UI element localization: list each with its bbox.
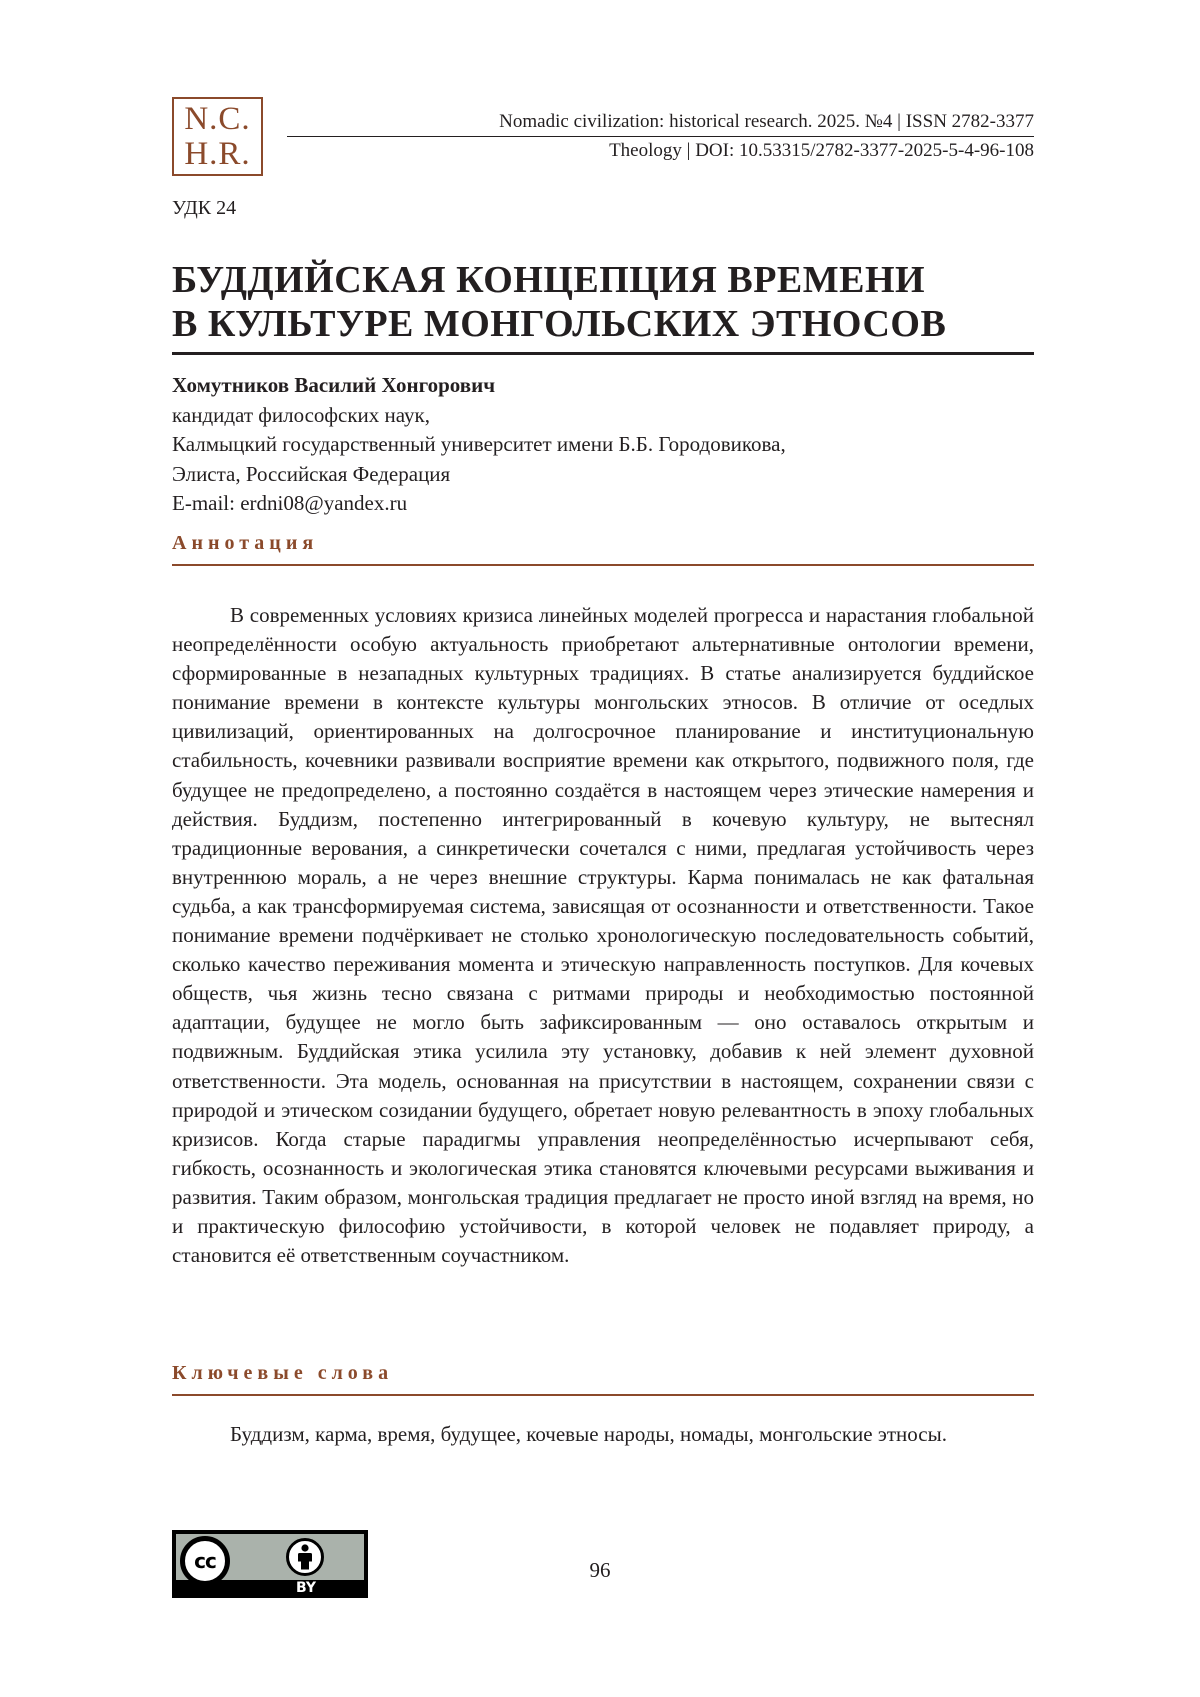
author-name: Хомутников Василий Хонгорович [172, 373, 496, 397]
keywords-heading: Ключевые слова [172, 1362, 394, 1384]
journal-doi-line: Theology | DOI: 10.53315/2782-3377-2025-5-4-96-108 [609, 140, 1034, 161]
author-email[interactable]: E-mail: erdni08@yandex.ru [172, 491, 408, 515]
page-number: 96 [589, 1558, 611, 1582]
title-line-1: БУДДИЙСКАЯ КОНЦЕПЦИЯ ВРЕМЕНИ [172, 259, 926, 301]
keywords-divider [172, 1394, 1034, 1396]
author-degree: кандидат философских наук, [172, 402, 430, 427]
cc-label: cc [194, 1549, 216, 1573]
udk-code: УДК 24 [172, 197, 237, 219]
journal-issn-line: Nomadic civilization: historical research. 2025. №4 | ISSN 2782-3377 [499, 111, 1034, 132]
title-divider [172, 352, 1034, 355]
keywords-text: Буддизм, карма, время, будущее, кочевые народы, номады, монгольские этносы. [230, 1422, 947, 1446]
abstract-heading: Аннотация [172, 532, 319, 554]
journal-logo [172, 97, 263, 176]
header-divider [287, 136, 1034, 137]
author-location: Элиста, Российская Федерация [172, 461, 451, 486]
logo-line-1: N.C. [184, 100, 251, 137]
article-title [172, 258, 1042, 346]
title-line-2: В КУЛЬТУРЕ МОНГОЛЬСКИХ ЭТНОСОВ [172, 303, 947, 345]
abstract-divider [172, 564, 1034, 566]
by-label: BY [295, 1580, 317, 1596]
abstract-text: В современных условиях кризиса линейных моделей прогресса и нарастания глобальной неопределённости особую актуальность приобретают альтернативные онтологии времени, сформированные в незападных культурных традициях. В статье анализируется буддийское понимание времени в контексте культуры монгольских этносов. В отличие от оседлых цивилизаций, ориентированных на долгосрочное планирование и институциональную стабильность, кочевники развивали восприятие времени как открытого, подвижного поля, где будущее не предопределено, а постоянно создаётся в настоящем через этические намерения и действия. Буддизм, постепенно интегрированный в кочевую культуру, не вытеснял традиционные верования, а синкретически сочетался с ними, предлагая устойчивость через внутреннюю мораль, а не через внешние структуры. Карма понималась не как фатальная судьба, а как трансформируемая система, зависящая от осознанности и ответственности. Такое понимание времени подчёркивает не столько хронологическую последовательность событий, сколько качество переживания момента и этическую направленность поступков. Для кочевых обществ, чья жизнь тесно связана с ритмами природы и необходимостью постоянной адаптации, будущее не могло быть зафиксированным — оно оставалось открытым и подвижным. Буддийская этика усилила эту установку, добавив к ней элемент духовной ответственности. Эта модель, основанная на присутствии в настоящем, сохранении связи с природой и этическом созидании будущего, обретает новую релевантность в эпоху глобальных кризисов. Когда старые парадигмы управления неопределённостью исчерпывают себя, гибкость, осознанность и экологическая этика становятся ключевыми ресурсами выживания и развития. Таким образом, монгольская традиция предлагает не просто иной взгляд на время, но и практическую философию устойчивости, в которой человек не подавляет природу, а становится её ответственным соучастником. [172, 603, 1034, 1268]
author-affiliation: Калмыцкий государственный университет имени Б.Б. Городовикова, [172, 432, 786, 456]
logo-line-2: H.R. [184, 135, 251, 172]
author-block [172, 371, 786, 519]
